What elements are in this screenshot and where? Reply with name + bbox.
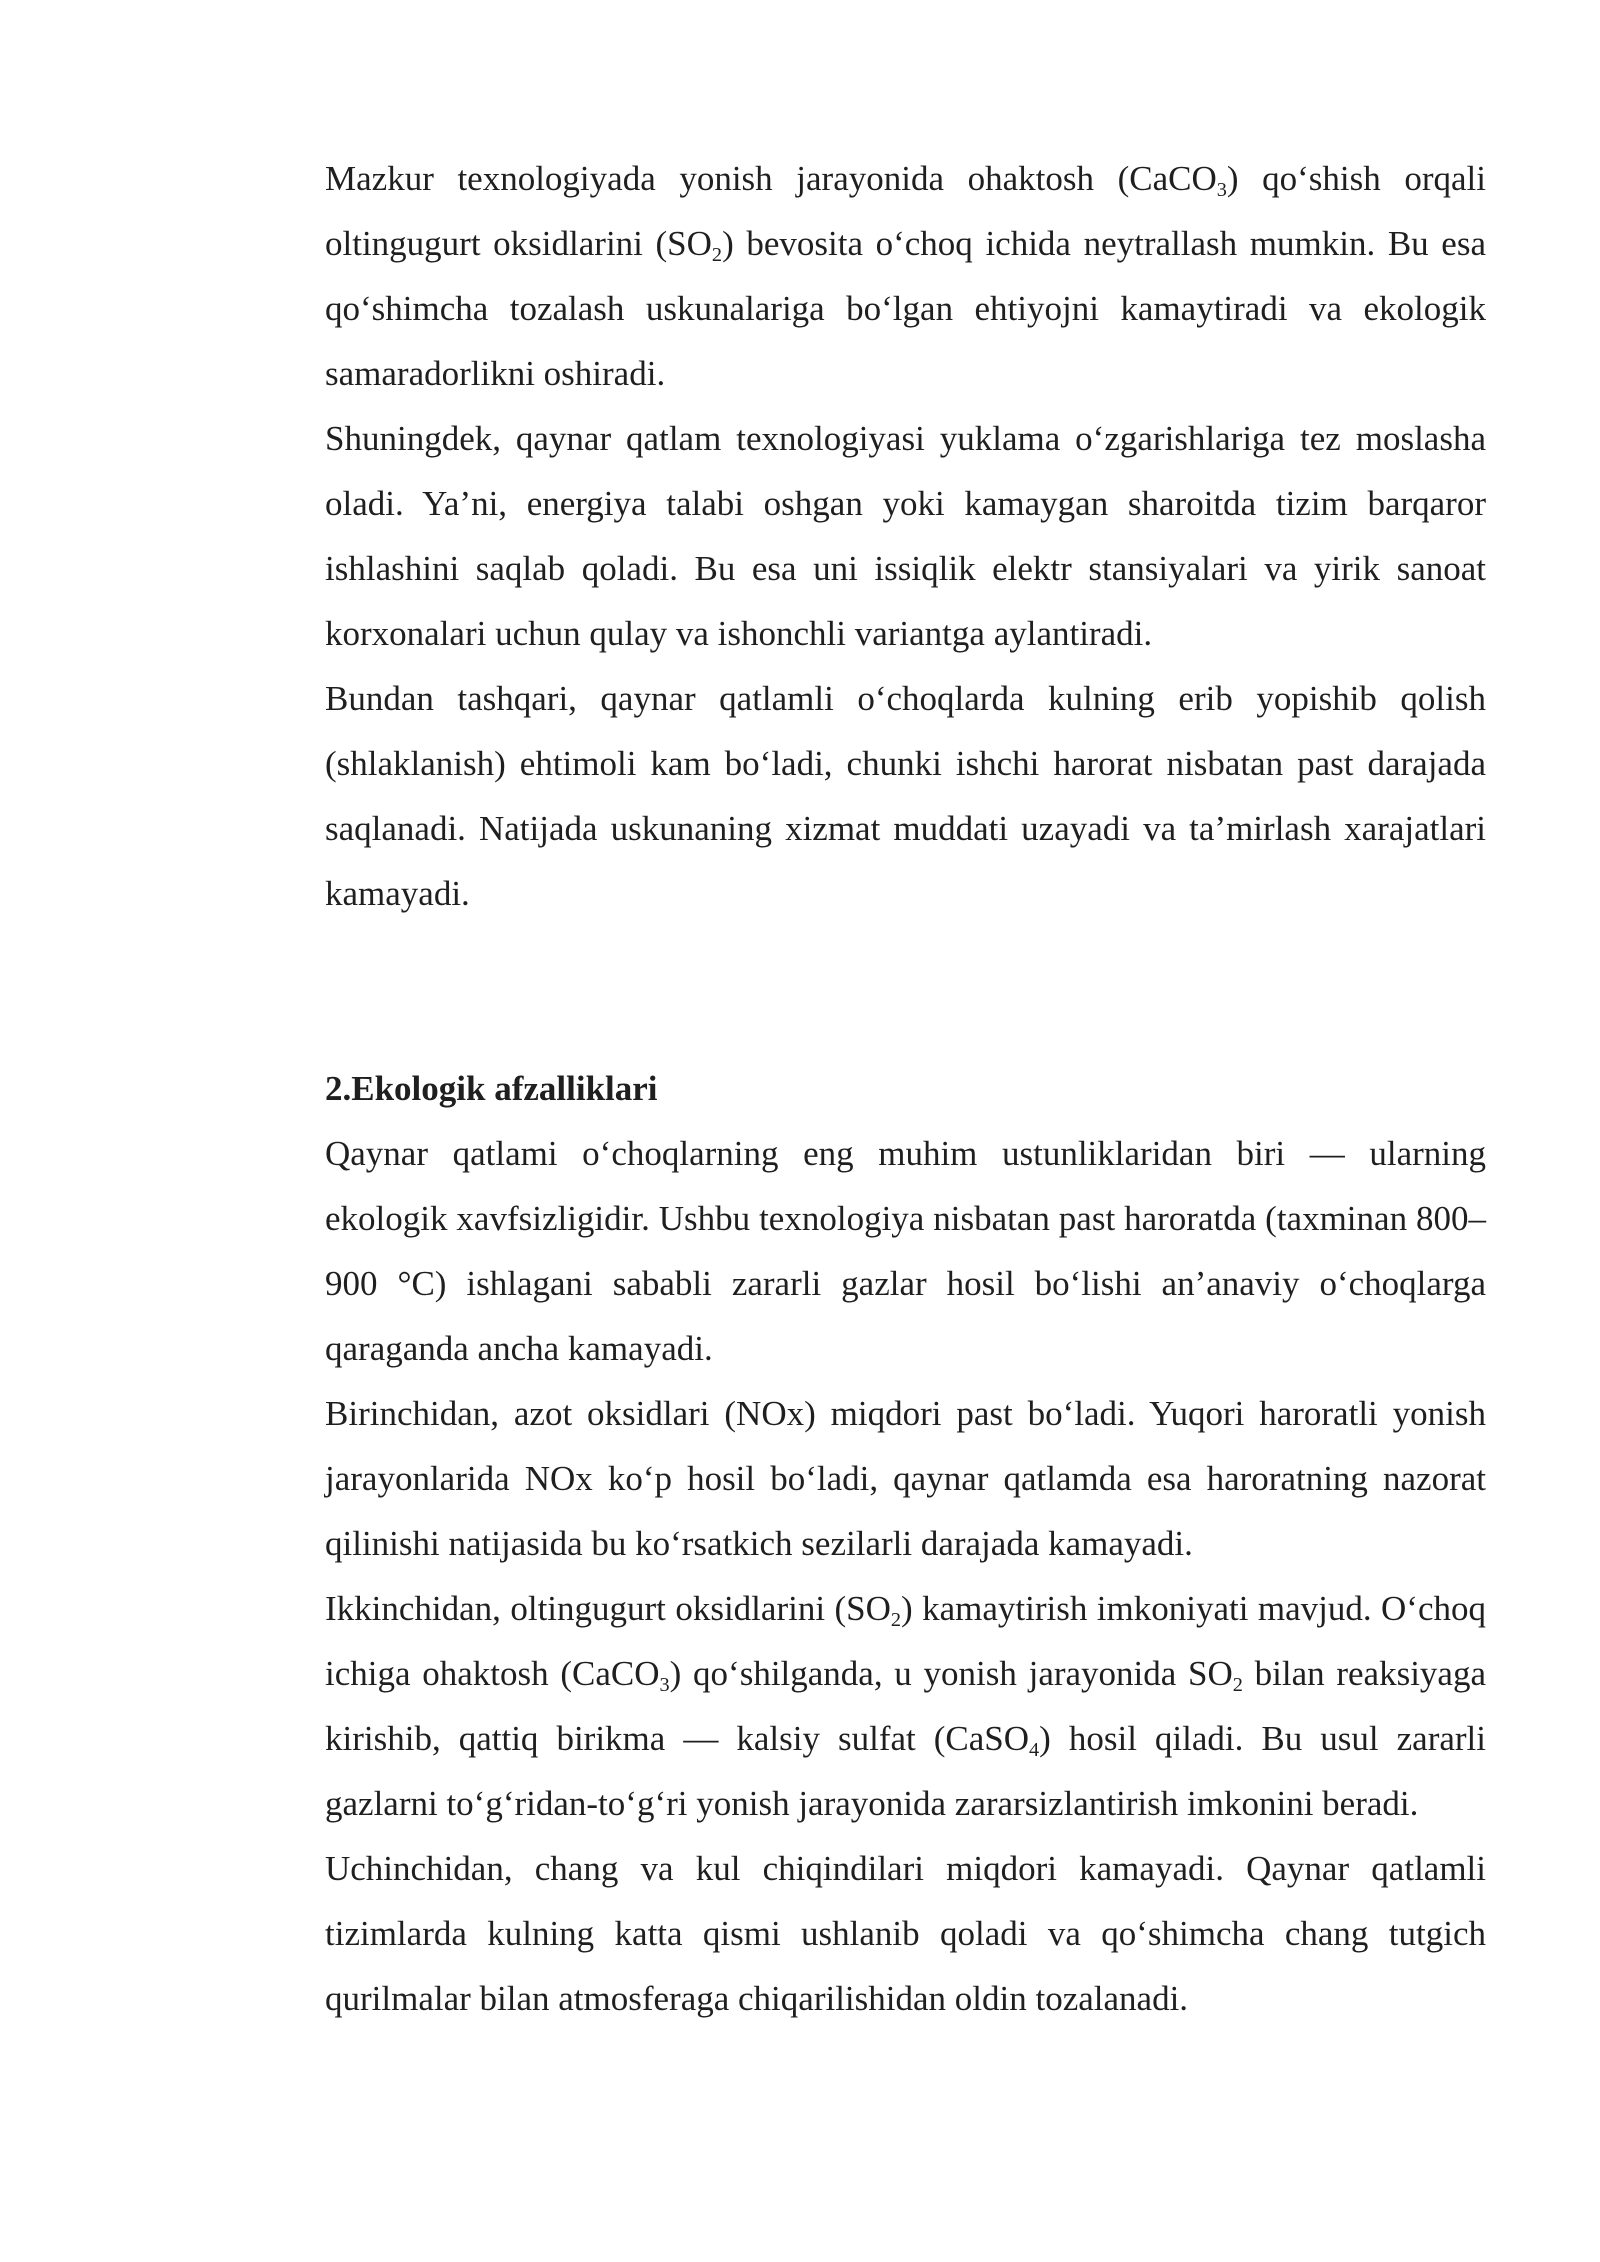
- text-run: ) qo‘shilganda, u yonish jarayonida SO: [669, 1654, 1233, 1693]
- paragraph: Uchinchidan, chang va kul chiqindilari miqdori kamayadi. Qaynar qatlamli tizimlarda kulning katta qismi ushlanib qoladi va qo‘shimcha chang tutgich qurilmalar bilan atmosferaga chiqarilishidan oldin tozalanadi.: [325, 1849, 1486, 2018]
- section-heading: 2.Ekologik afzalliklari: [325, 1069, 658, 1108]
- subscript: 2: [1232, 1674, 1243, 1697]
- text-run: Mazkur texnologiyada yonish jarayonida ohaktosh (CaCO: [325, 159, 1217, 198]
- document-body: [325, 146, 1486, 2031]
- text-run: Ikkinchidan, oltingugurt oksidlarini (SO: [325, 1589, 891, 1628]
- subscript: 4: [1029, 1739, 1040, 1762]
- paragraph: Bundan tashqari, qaynar qatlamli o‘choqlarda kulning erib yopishib qolish (shlaklanish) ehtimoli kam bo‘ladi, chunki ishchi harorat nisbatan past darajada saqlanadi. Natijada uskunaning xizmat muddati uzayadi va ta’mirlash xarajatlari kamayadi.: [325, 679, 1486, 913]
- paragraph: [325, 146, 1486, 406]
- text-run: ) kamaytirish imkoniyati mavjud. O‘choq ichiga ohaktosh (CaCO: [325, 1589, 1486, 1693]
- text-run: ) qo‘shish orqali oltingugurt oksidlarini (SO: [325, 159, 1486, 263]
- subscript: 2: [890, 1609, 902, 1632]
- subscript: 3: [659, 1674, 670, 1697]
- paragraph: Birinchidan, azot oksidlari (NOx) miqdori past bo‘ladi. Yuqori haroratli yonish jarayonlarida NOx ko‘p hosil bo‘ladi, qaynar qatlamda esa haroratning nazorat qilinishi natijasida bu ko‘rsatkich sezilarli darajada kamayadi.: [325, 1394, 1486, 1563]
- text-run: ) hosil qiladi. Bu usul zararli gazlarni to‘g‘ridan-to‘g‘ri yonish jarayonida zararsizlantirish imkonini beradi.: [325, 1719, 1487, 1823]
- subscript: 2: [711, 244, 723, 267]
- text-run: ) bevosita o‘choq ichida neytrallash mumkin. Bu esa qo‘shimcha tozalash uskunalariga bo‘lgan ehtiyojni kamaytiradi va ekologik samaradorlikni oshiradi.: [325, 224, 1486, 393]
- paragraph: Shuningdek, qaynar qatlam texnologiyasi yuklama o‘zgarishlariga tez moslasha oladi. Ya’ni, energiya talabi oshgan yoki kamaygan sharoitda tizim barqaror ishlashini saqlab qoladi. Bu esa uni issiqlik elektr stansiyalari va yirik sanoat korxonalari uchun qulay va ishonchli variantga aylantiradi.: [325, 419, 1486, 653]
- text-run: bilan reaksiyaga kirishib, qattiq birikma — kalsiy sulfat (CaSO: [325, 1654, 1486, 1758]
- section-spacer: [325, 926, 1486, 1056]
- paragraph: [325, 1576, 1486, 1836]
- subscript: 3: [1216, 179, 1227, 202]
- paragraph: Qaynar qatlami o‘choqlarning eng muhim ustunliklaridan biri — ularning ekologik xavfsizligidir. Ushbu texnologiya nisbatan past haroratda (taxminan 800–900 °C) ishlagani sababli zararli gazlar hosil bo‘lishi an’anaviy o‘choqlarga qaraganda ancha kamayadi.: [325, 1134, 1486, 1368]
